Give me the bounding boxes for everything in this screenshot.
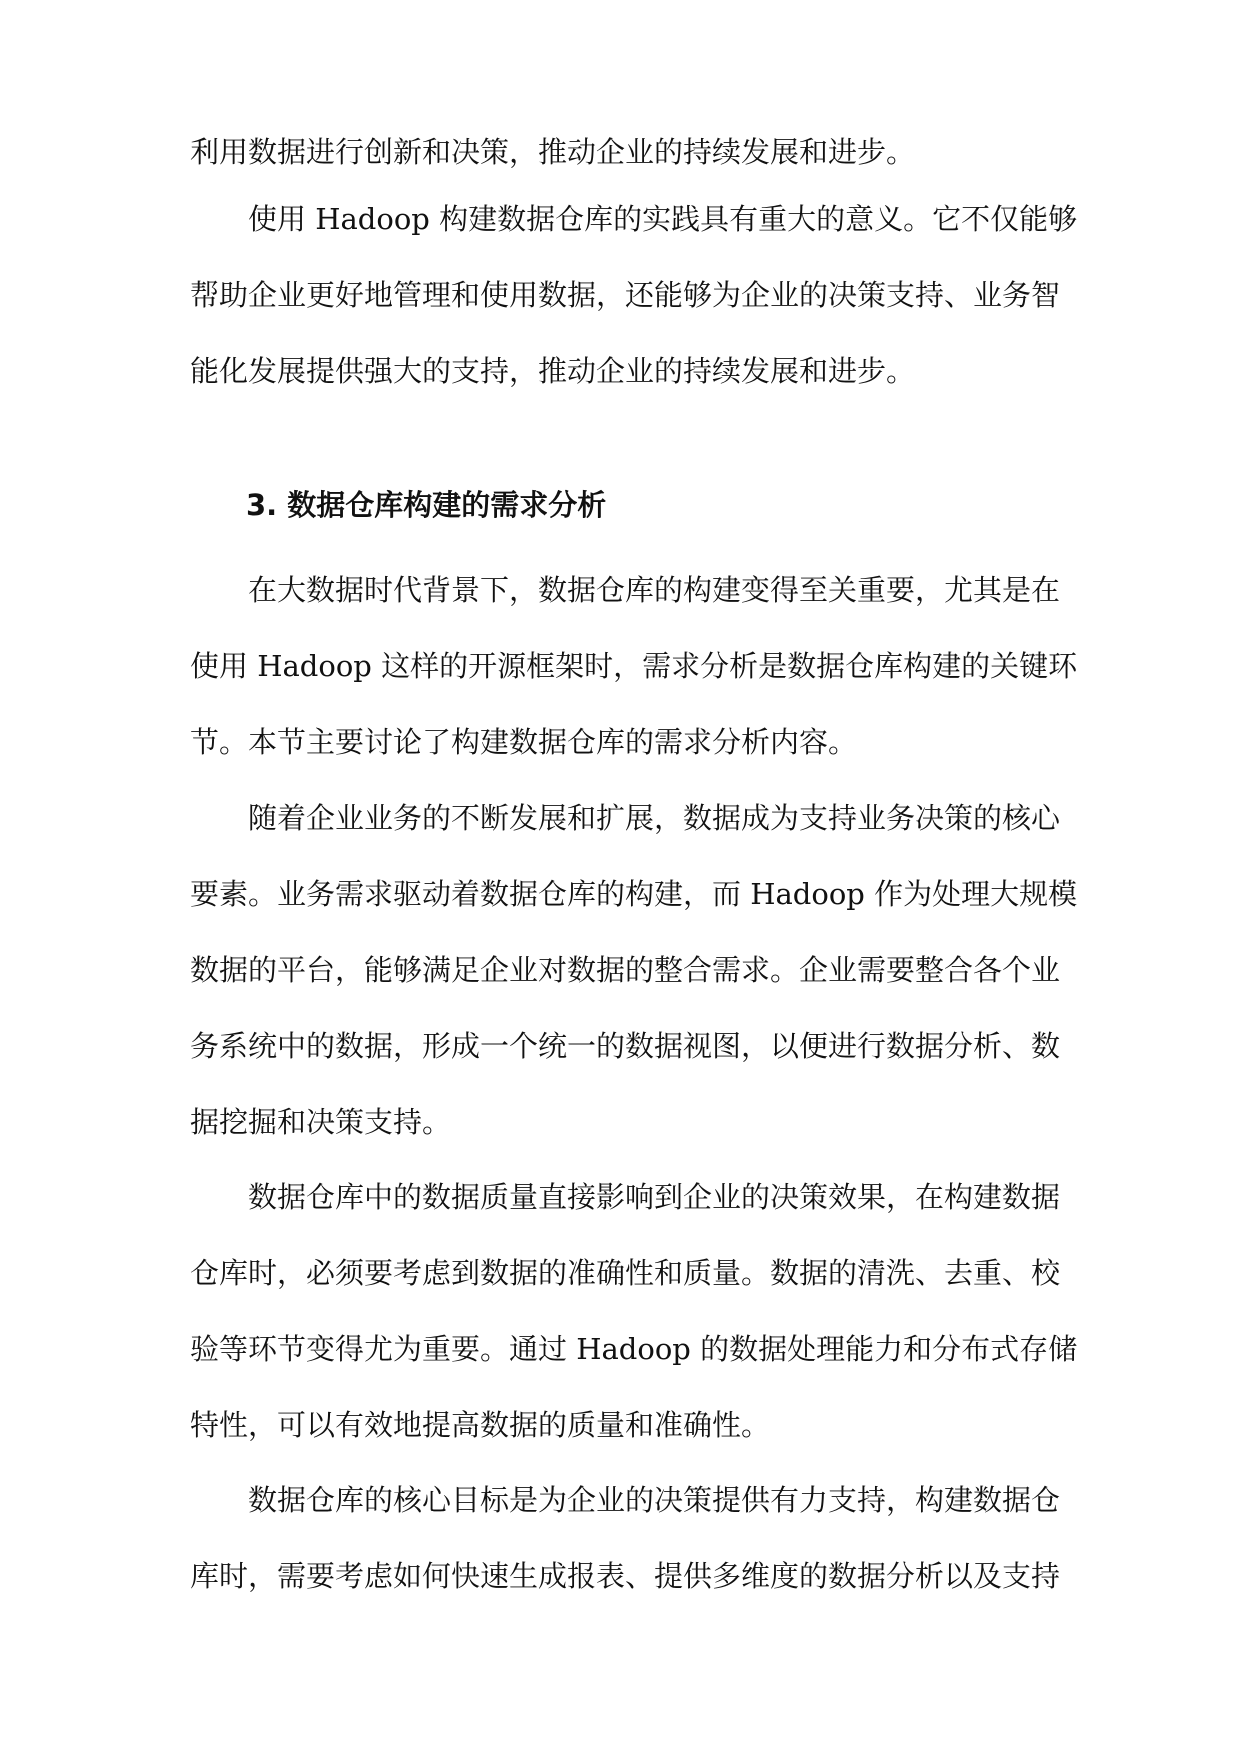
paragraph-hadoop-significance: [190, 181, 1078, 409]
paragraph-decision-support: [190, 1462, 1060, 1614]
paragraph-line: 特性，可以有效地提高数据的质量和准确性。: [190, 1408, 771, 1442]
paragraph-line: 在大数据时代背景下，数据仓库的构建变得至关重要，尤其是在: [190, 573, 1061, 607]
paragraph-intro-tail: [190, 114, 1060, 190]
section-heading: 3. 数据仓库构建的需求分析: [246, 488, 607, 522]
paragraph-line: 使用 Hadoop 构建数据仓库的实践具有重大的意义。它不仅能够: [190, 202, 1078, 236]
paragraph-data-quality: [190, 1159, 1078, 1463]
paragraph-line: 据挖掘和决策支持。: [190, 1105, 452, 1139]
paragraph-line: 数据的平台，能够满足企业对数据的整合需求。企业需要整合各个业: [190, 953, 1061, 987]
paragraph-line: 仓库时，必须要考虑到数据的准确性和质量。数据的清洗、去重、校: [190, 1256, 1061, 1290]
paragraph-line: 要素。业务需求驱动着数据仓库的构建，而 Hadoop 作为处理大规模: [190, 877, 1078, 911]
paragraph-line: 验等环节变得尤为重要。通过 Hadoop 的数据处理能力和分布式存储: [190, 1332, 1078, 1366]
paragraph-line: 务系统中的数据，形成一个统一的数据视图，以便进行数据分析、数: [190, 1029, 1061, 1063]
paragraph-requirements-intro: [190, 552, 1078, 780]
paragraph-line: 能化发展提供强大的支持，推动企业的持续发展和进步。: [190, 354, 916, 388]
paragraph-line: 库时，需要考虑如何快速生成报表、提供多维度的数据分析以及支持: [190, 1559, 1061, 1593]
paragraph-line: 数据仓库中的数据质量直接影响到企业的决策效果，在构建数据: [190, 1180, 1061, 1214]
paragraph-line: 帮助企业更好地管理和使用数据，还能够为企业的决策支持、业务智: [190, 278, 1061, 312]
paragraph-line: 随着企业业务的不断发展和扩展，数据成为支持业务决策的核心: [190, 801, 1061, 835]
paragraph-line: 使用 Hadoop 这样的开源框架时，需求分析是数据仓库构建的关键环: [190, 649, 1078, 683]
paragraph-business-needs: [190, 780, 1078, 1160]
paragraph-line: 节。本节主要讨论了构建数据仓库的需求分析内容。: [190, 725, 858, 759]
paragraph-line: 利用数据进行创新和决策，推动企业的持续发展和进步。: [190, 135, 916, 169]
paragraph-line: 数据仓库的核心目标是为企业的决策提供有力支持，构建数据仓: [190, 1483, 1061, 1517]
